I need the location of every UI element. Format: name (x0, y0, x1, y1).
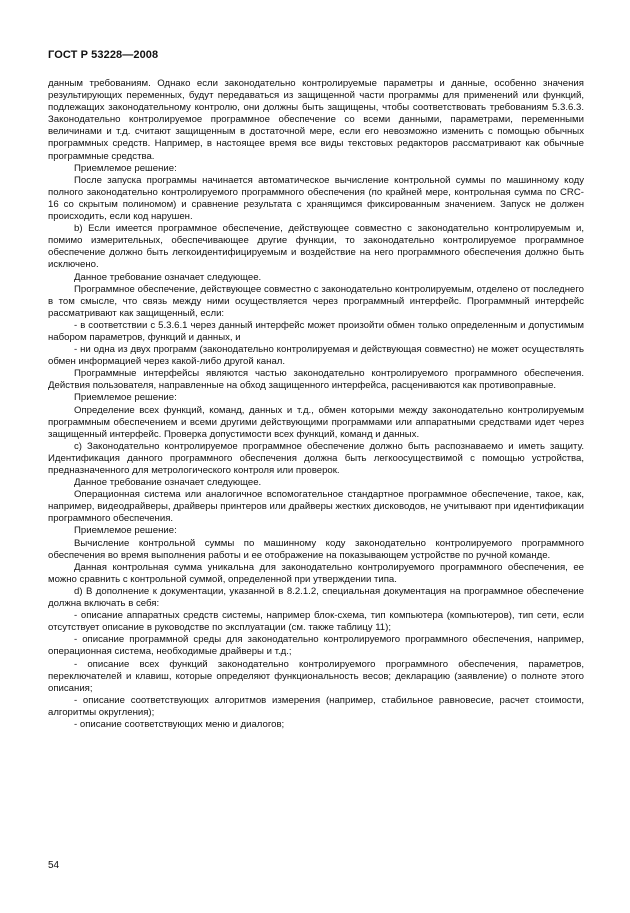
paragraph: Определение всех функций, команд, данных и т.д., обмен которыми между законодательно контролируемым программным обеспечением и всеми другими действующими программами или аппаратными средствами идет через защищенный интерфейс. Проверка допустимости всех функций, команд и данных. (48, 404, 584, 440)
paragraph: Приемлемое решение: (74, 392, 177, 404)
paragraph: - описание аппаратных средств системы, например блок-схема, тип компьютера (компьютеров), тип сети, если отсутствует описание в руководстве по эксплуатации (см. также таблицу 11); (48, 610, 584, 634)
paragraph: После запуска программы начинается автоматическое вычисление контрольной суммы по машинному коду полного законодательно контролируемого программного обеспечения (по крайней мере, контрольная сумма по CRC-16 со скрытым полиномом) и сравнение результата с хранящимся фиксированным значением. Запуск не должен происходить, если код нарушен. (48, 174, 584, 223)
paragraph: Данная контрольная сумма уникальна для законодательно контролируемого программного обеспечения, ее можно сравнить с контрольной суммой, определенной при утверждении типа. (48, 561, 584, 585)
paragraph: Приемлемое решение: (74, 525, 177, 537)
paragraph: Программные интерфейсы являются частью законодательно контролируемого программного обеспечения. Действия пользователя, направленные на обход защищенного интерфейса, расцениваются как противоправные. (48, 368, 584, 392)
paragraph: Данное требование означает следующее. (74, 271, 262, 283)
paragraph: Операционная система или аналогичное вспомогательное стандартное программное обеспечение, такое, как, например, видеодрайверы, драйверы принтеров или драйверы жестких дисководов, не учитывают при идентификации программного обеспечения. (48, 489, 584, 525)
paragraph: - в соответствии с 5.3.6.1 через данный интерфейс может произойти обмен только определенным и допустимым набором параметров, функций и данных, и (48, 319, 584, 343)
document-header: ГОСТ Р 53228—2008 (48, 49, 159, 61)
paragraph: c) Законодательно контролируемое программное обеспечение должно быть распознаваемо и иметь защиту. Идентификация данного программного обеспечения должна быть легкоосуществимой с помощью устройства, предназначенного для метрологического контроля или проверок. (48, 440, 584, 476)
paragraph: Программное обеспечение, действующее совместно с законодательно контролируемым, отделено от последнего в том смысле, что связь между ними осуществляется через программный интерфейс. Программный интерфейс рассматривают как защищенный, если: (48, 283, 584, 319)
paragraph: Вычисление контрольной суммы по машинному коду законодательно контролируемого программного обеспечения во время выполнения работы и ее отображение на показывающем устройстве по ручной команде. (48, 537, 584, 561)
paragraph: - ни одна из двух программ (законодательно контролируемая и действующая совместно) не может осуществлять обмен информацией через какой-либо другой канал. (48, 344, 584, 368)
document-body (48, 78, 584, 731)
paragraph: d) В дополнение к документации, указанной в 8.2.1.2, специальная документация на программное обеспечение должна включать в себя: (48, 585, 584, 610)
paragraph: Данное требование означает следующее. (74, 477, 262, 489)
paragraph: b) Если имеется программное обеспечение, действующее совместно с законодательно контролируемым и, помимо измерительных, обеспечивающее другие функции, то законодательно контролируемое программное обеспечение должно быть легкоидентифицируемым и воздействие на него программного обеспечения должно быть исключено. (48, 223, 584, 271)
paragraph: - описание соответствующих алгоритмов измерения (например, стабильное равновесие, расчет стоимости, алгоритмы округления); (48, 694, 584, 718)
paragraph: Приемлемое решение: (74, 162, 177, 174)
paragraph: - описание соответствующих меню и диалогов; (74, 718, 285, 730)
paragraph: данным требованиям. Однако если законодательно контролируемые параметры и данные, особенно значения результирующих переменных, будут передаваться из защищенной части программы для применений или функций, подлежащих законодательному контролю, они должны быть защищены, чтобы соответствовать требованиям 5.3.6.3. Законодательно контролируемое программное обеспечение со всеми данными, параметрами, переменными величинами и т.д. считают защищенным в достаточной мере, если его невозможно изменить с помощью обычных программных средств. Например, в настоящее время все виды текстовых редакторов рассматривают как обычные программные средства. (48, 78, 584, 162)
page-number: 54 (48, 860, 60, 871)
paragraph: - описание программной среды для законодательно контролируемого программного обеспечения, например, операционная система, необходимые драйверы и т.д.; (48, 634, 584, 658)
paragraph: - описание всех функций законодательно контролируемого программного обеспечения, параметров, переключателей и клавиш, которые определяют функциональность весов; декларацию (заявление) о полноте этого описания; (48, 658, 584, 694)
